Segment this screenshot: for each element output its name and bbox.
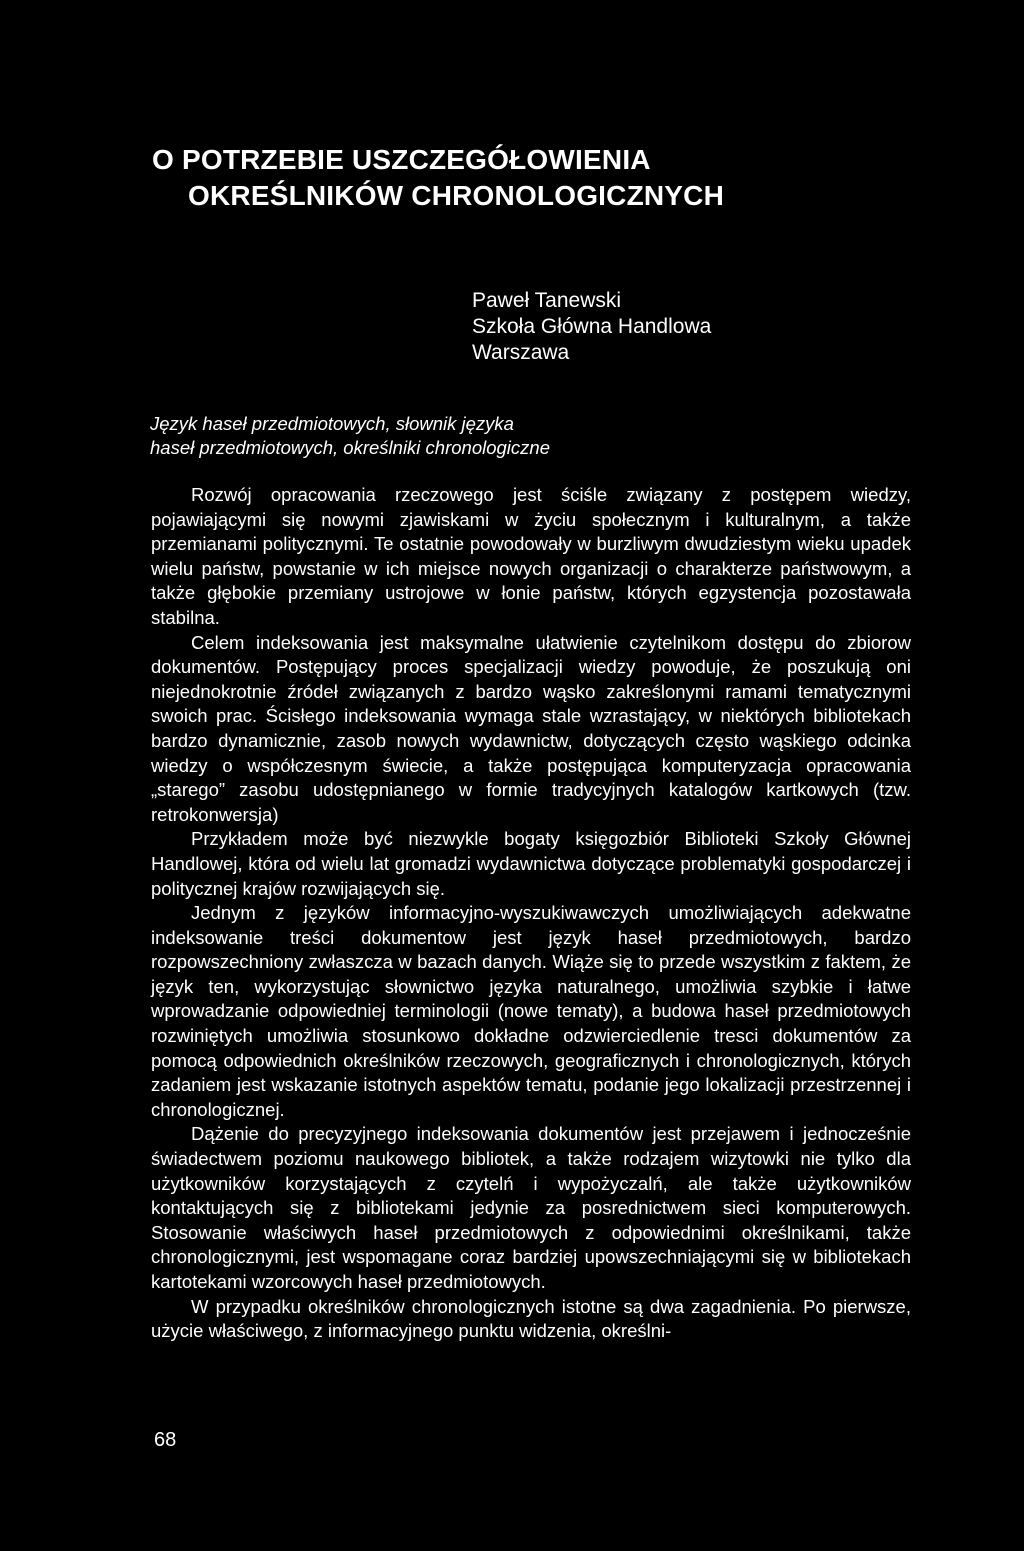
author-city: Warszawa [472,341,570,364]
paragraph-5: Dążenie do precyzyjnego indeksowania dokumentów jest przejawem i jednocześnie świadectwem poziomu naukowego bibliotek, a także rodzajem wizytowki nie tylko dla użytkowników korzystających z czytelń i wypożyczalń, ale także użytkowników kontaktujących się z bibliotekami jedynie za posrednictwem sieci komputerowych. Stosowanie właściwych haseł przedmiotowych z odpowiednimi określnikami, także chronologicznymi, jest wspomagane coraz bardziej upowszechniającymi się w bibliotekach kartotekami wzorcowych haseł przedmiotowych. [151,1123,911,1292]
title-line-1: O POTRZEBIE USZCZEGÓŁOWIENIA [152,144,651,175]
paragraph-1: Rozwój opracowania rzeczowego jest ściśle związany z postępem wiedzy, pojawiającymi się nowymi zjawiskami w życiu społecznym i kulturalnym, a także przemianami politycznymi. Te ostatnie powodowały w burzliwym dwudziestym wieku upadek wielu państw, powstanie w ich miejsce nowych organizacji o charakterze państwowym, a także głębokie przemiany ustrojowe w łonie państw, których egzystencja pozostawała stabilna. [151,484,911,628]
paragraph-2: Celem indeksowania jest maksymalne ułatwienie czytelnikom dostępu do zbiorow dokumentów. Postępujący proces specjalizacji wiedzy powoduje, że poszukują oni niejednokrotnie źródeł związanych z bardzo wąsko zakreślonymi ramami tematycznymi swoich prac. Ścisłego indeksowania wymaga stale wzrastający, w niektórych bibliotekach bardzo dynamicznie, zasob nowych wydawnictw, dotyczących często wąskiego odcinka wiedzy o współczesnym świecie, a także postępująca komputeryzacja opracowania „starego” zasobu udostępnianego w formie tradycyjnych katalogów kartkowych (tzw. retrokonwersja) [151,631,911,825]
keywords-line-1: Język haseł przedmiotowych, słownik języka [150,413,514,434]
title-line-2: OKREŚLNIKÓW CHRONOLOGICZNYCH [188,180,725,211]
author-affiliation: Szkoła Główna Handlowa [472,315,712,338]
paragraph-3: Przykładem może być niezwykle bogaty księgozbiór Biblioteki Szkoły Głównej Handlowej, która od wielu lat gromadzi wydawnictwa dotyczące problematyki gospodarczej i politycznej krajów rozwijających się. [151,828,911,899]
paragraph-4: Jednym z języków informacyjno-wyszukiwawczych umożliwiających adekwatne indeksowanie treści dokumentow jest język haseł przedmiotowych, bardzo rozpowszechniony zwłaszcza w bazach danych. Wiąże się to przede wszystkim z faktem, że język ten, wykorzystując słownictwo języka naturalnego, umożliwia szybkie i łatwe wprowadzanie odpowiedniej terminologii (nowe tematy), a budowa haseł przedmiotowych rozwiniętych umożliwia stosunkowo dokładne odzwierciedlenie tresci dokumentów za pomocą odpowiednich określników rzeczowych, geograficznych i chronologicznych, których zadaniem jest wskazanie istotnych aspektów tematu, podanie jego lokalizacji przestrzennej i chronologicznej. [151,902,911,1120]
author-name: Paweł Tanewski [472,289,622,312]
keywords-line-2: haseł przedmiotowych, określniki chronologiczne [150,437,550,458]
article-body [151,483,911,1344]
article-title [152,142,932,214]
paragraph-6: W przypadku określników chronologicznych istotne są dwa zagadnienia. Po pierwsze, użycie właściwego, z informacyjnego punktu widzenia, określni- [151,1295,911,1342]
author-block [472,288,892,366]
page-number: 68 [154,1429,177,1451]
keywords [150,412,650,460]
